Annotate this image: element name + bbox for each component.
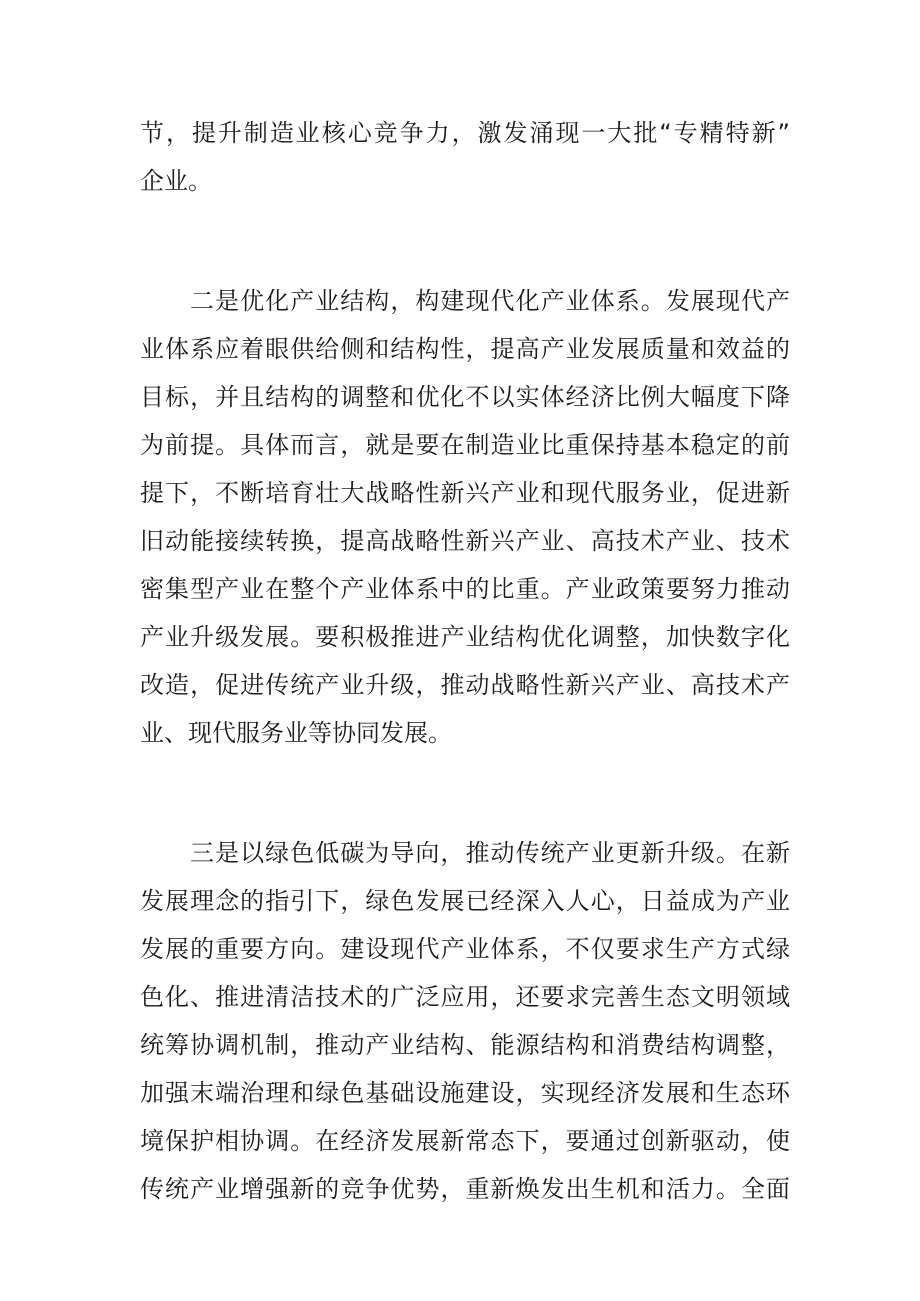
paragraph-1-line-1: 节，提升制造业核心竞争力，激发涌现一大批“专精特新” [140, 119, 790, 147]
paragraph-2-line-1: 二是优化产业结构，构建现代化产业体系。发展现代产 [190, 287, 790, 315]
paragraph-3-line-4: 色化、推进清洁技术的广泛应用，还要求完善生态文明领域 [140, 983, 790, 1011]
paragraph-1-line-2: 企业。 [140, 167, 212, 195]
paragraph-2-line-9: 改造，促进传统产业升级，推动战略性新兴产业、高技术产 [140, 671, 790, 699]
paragraph-3-line-2: 发展理念的指引下，绿色发展已经深入人心，日益成为产业 [140, 887, 790, 915]
paragraph-3-line-5: 统筹协调机制，推动产业结构、能源结构和消费结构调整， [140, 1031, 790, 1059]
paragraph-3-line-1: 三是以绿色低碳为导向，推动传统产业更新升级。在新 [190, 839, 790, 867]
paragraph-2-line-8: 产业升级发展。要积极推进产业结构优化调整，加快数字化 [140, 623, 790, 651]
paragraph-2-line-4: 为前提。具体而言，就是要在制造业比重保持基本稳定的前 [140, 431, 790, 459]
paragraph-2-line-3: 目标，并且结构的调整和优化不以实体经济比例大幅度下降 [140, 383, 790, 411]
paragraph-2-line-6: 旧动能接续转换，提高战略性新兴产业、高技术产业、技术 [140, 527, 790, 555]
paragraph-3-line-7: 境保护相协调。在经济发展新常态下，要通过创新驱动，使 [140, 1127, 790, 1155]
paragraph-3-line-3: 发展的重要方向。建设现代产业体系，不仅要求生产方式绿 [140, 935, 790, 963]
paragraph-3-line-8: 传统产业增强新的竞争优势，重新焕发出生机和活力。全面 [140, 1175, 790, 1203]
paragraph-2-line-7: 密集型产业在整个产业体系中的比重。产业政策要努力推动 [140, 575, 790, 603]
paragraph-3-line-6: 加强末端治理和绿色基础设施建设，实现经济发展和生态环 [140, 1079, 790, 1107]
paragraph-2-line-10: 业、现代服务业等协同发展。 [140, 719, 452, 747]
paragraph-2-line-2: 业体系应着眼供给侧和结构性，提高产业发展质量和效益的 [140, 335, 790, 363]
paragraph-2-line-5: 提下，不断培育壮大战略性新兴产业和现代服务业，促进新 [140, 479, 790, 507]
